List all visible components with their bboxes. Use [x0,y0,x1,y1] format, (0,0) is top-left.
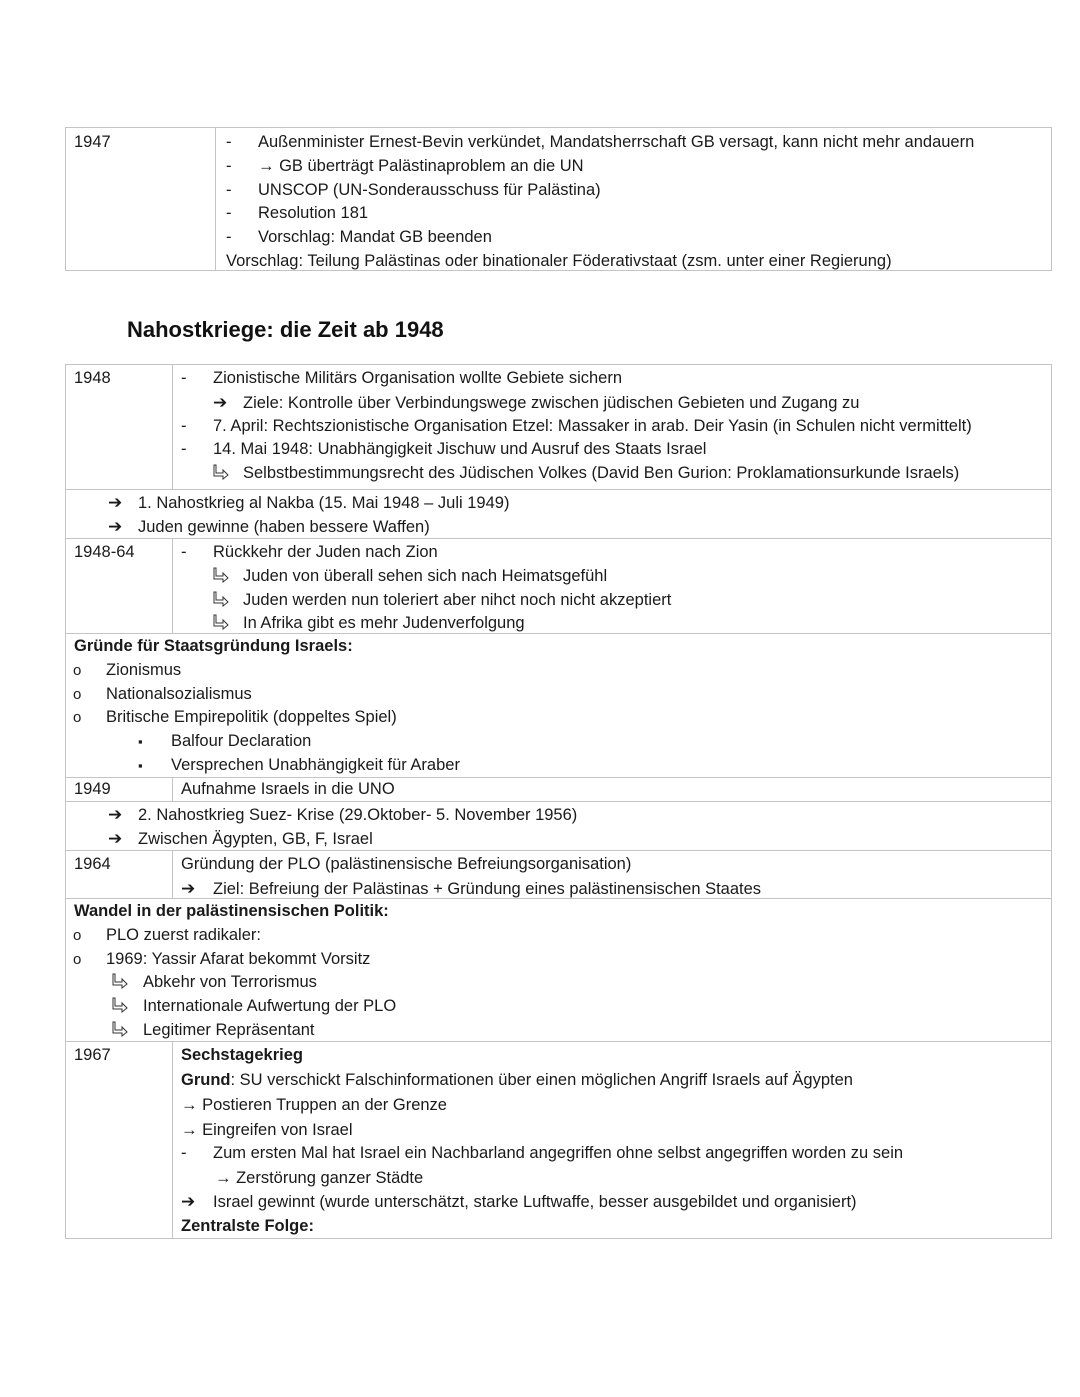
list-item: - Zionistische Militärs Organisation wollte Gebiete sichern [181,367,1051,391]
year-label: 1949 [74,780,111,798]
circle-bullet: o [73,661,82,679]
content-cell [172,539,1051,633]
list-item: Juden von überall sehen sich nach Heimatsgefühl [181,565,1051,589]
circle-bullet: o [73,685,82,703]
year-cell [66,778,172,801]
arrow-right-icon: ➔ [181,878,196,898]
list-item: ➔ Juden gewinne (haben bessere Waffen) [108,515,1051,539]
list-item: ➔ Israel gewinnt (wurde unterschätzt, starke Luftwaffe, besser ausgebildet und organisiert) [181,1190,1051,1215]
list-item: ▪ Versprechen Unabhängigkeit für Araber [74,754,1051,778]
square-bullet: ▪ [138,734,143,750]
list-item: - → GB überträgt Palästinaproblem an die UN [226,155,1051,179]
table-nahostkriege [65,364,1052,1239]
year-label: 1967 [74,1046,111,1064]
year-label: 1947 [74,133,111,151]
content-cell [172,365,1051,489]
content-cell [215,128,1051,270]
dash-bullet: - [181,416,187,435]
hand-arrow-icon [213,462,243,486]
dash-bullet: - [181,440,187,459]
list-item: Grund: SU verschickt Falschinformationen über einen möglichen Angriff Israels auf Ägypten [181,1071,853,1089]
arrow-right-icon: ➔ [108,828,123,848]
list-item: - Zum ersten Mal hat Israel ein Nachbarland angegriffen ohne selbst angegriffen worden zu sein [181,1142,1051,1167]
list-item: Abkehr von Terrorismus [74,971,1051,995]
list-item: - Vorschlag: Mandat GB beenden [226,226,1051,250]
list-item: ➔ Ziel: Befreiung der Palästinas + Gründung eines palästinensischen Staates [181,877,1051,901]
arrow-right-icon: ➔ [181,1192,196,1211]
table-row-1948-64 [66,538,1051,633]
table-row-1947 [66,128,1051,270]
table-row-war-1 [66,489,1051,538]
list-item: Aufnahme Israels in die UNO [181,780,395,798]
table-row-1949 [66,777,1051,801]
year-cell [66,851,172,898]
list-item: → Zerstörung ganzer Städte [215,1169,424,1187]
list-item: o PLO zuerst radikaler: [73,924,1051,948]
year-cell [66,1042,172,1238]
dash-bullet: - [226,133,232,151]
year-cell [66,539,172,633]
list-item: ➔ 1. Nahostkrieg al Nakba (15. Mai 1948 – Juli 1949) [108,491,1051,515]
hand-arrow-icon [112,1019,143,1043]
event-title: Sechstagekrieg [181,1046,303,1064]
list-item: - Außenminister Ernest-Bevin verkündet, Mandatsherrschaft GB versagt, kann nicht mehr andauern [226,131,1051,155]
list-item: o Nationalsozialismus [73,683,1051,707]
dash-bullet: - [226,204,232,223]
list-item: Gründung der PLO (palästinensische Befreiungsorganisation) [181,855,632,873]
dash-bullet: - [226,156,232,175]
hand-arrow-icon [213,565,243,589]
list-item: - 7. April: Rechtszionistische Organisation Etzel: Massaker in arab. Deir Yasin (in Schulen nicht vermittelt) [181,415,1051,439]
page-title: Nahostkriege: die Zeit ab 1948 [127,317,444,342]
list-item: o 1969: Yassir Afarat bekommt Vorsitz [73,948,1051,972]
section-heading: Zentralste Folge: [181,1217,314,1235]
list-item: - 14. Mai 1948: Unabhängigkeit Jischuw und Ausruf des Staats Israel [181,438,1051,462]
year-label: 1964 [74,855,111,873]
dash-bullet: - [181,369,187,387]
list-item: - Resolution 181 [226,202,1051,226]
footer-text: Vorschlag: Teilung Palästinas oder binationaler Föderativstaat (zsm. unter einer Regierung) [226,251,892,270]
section-heading: Wandel in der palästinensischen Politik: [74,902,389,920]
table-row-1964 [66,850,1051,898]
circle-bullet: o [73,926,82,944]
circle-bullet: o [73,709,82,727]
list-item: → Postieren Truppen an der Grenze [181,1096,447,1114]
list-item: o Britische Empirepolitik (doppeltes Spiel) [73,706,1051,730]
table-row-war-2 [66,801,1051,850]
list-item: ▪ Balfour Declaration [74,730,1051,754]
arrow-right-icon: ➔ [108,516,123,536]
section-heading: Gründe für Staatsgründung Israels: [74,637,353,655]
dash-bullet: - [226,228,232,247]
content-cell [172,778,1051,801]
year-label: 1948 [74,369,111,387]
arrow-right-icon: ➔ [108,493,123,512]
list-item: o Zionismus [73,659,1051,683]
list-item: - Rückkehr der Juden nach Zion [181,541,1051,565]
table-row-reasons [66,633,1051,777]
table-1947 [65,127,1052,271]
hand-arrow-icon [213,589,243,613]
dash-bullet: - [226,180,232,199]
table-row-palestinian-politics [66,898,1051,1041]
list-item: ➔ 2. Nahostkrieg Suez- Krise (29.Oktober- 5. November 1956) [108,803,1051,827]
arrow-right-icon: ➔ [108,805,123,824]
list-item: - UNSCOP (UN-Sonderausschuss für Palästina) [226,179,1051,203]
year-cell [66,365,172,489]
list-item: Legitimer Repräsentant [74,1019,1051,1043]
year-cell [66,128,215,270]
content-cell [172,1042,1051,1238]
hand-arrow-icon [112,995,143,1019]
content-cell [172,851,1051,898]
list-item: In Afrika gibt es mehr Judenverfolgung [181,612,1051,636]
list-item: Juden werden nun toleriert aber nihct noch nicht akzeptiert [181,589,1051,613]
dash-bullet: - [181,543,187,561]
hand-arrow-icon [112,971,143,995]
list-item: Selbstbestimmungsrecht des Jüdischen Volkes (David Ben Gurion: Proklamationsurkunde Israels) [181,462,1051,486]
table-row-1967 [66,1041,1051,1238]
dash-bullet: - [181,1144,187,1162]
year-label: 1948-64 [74,543,135,561]
list-item: ➔ Zwischen Ägypten, GB, F, Israel [108,827,1051,851]
list-item: → Eingreifen von Israel [181,1121,353,1139]
arrow-right-icon: ➔ [213,392,228,412]
square-bullet: ▪ [138,757,143,773]
table-row-1948 [66,365,1051,489]
list-item: Internationale Aufwertung der PLO [74,995,1051,1019]
list-item: ➔ Ziele: Kontrolle über Verbindungswege zwischen jüdischen Gebieten und Zugang zu [181,391,1051,415]
circle-bullet: o [73,950,82,968]
